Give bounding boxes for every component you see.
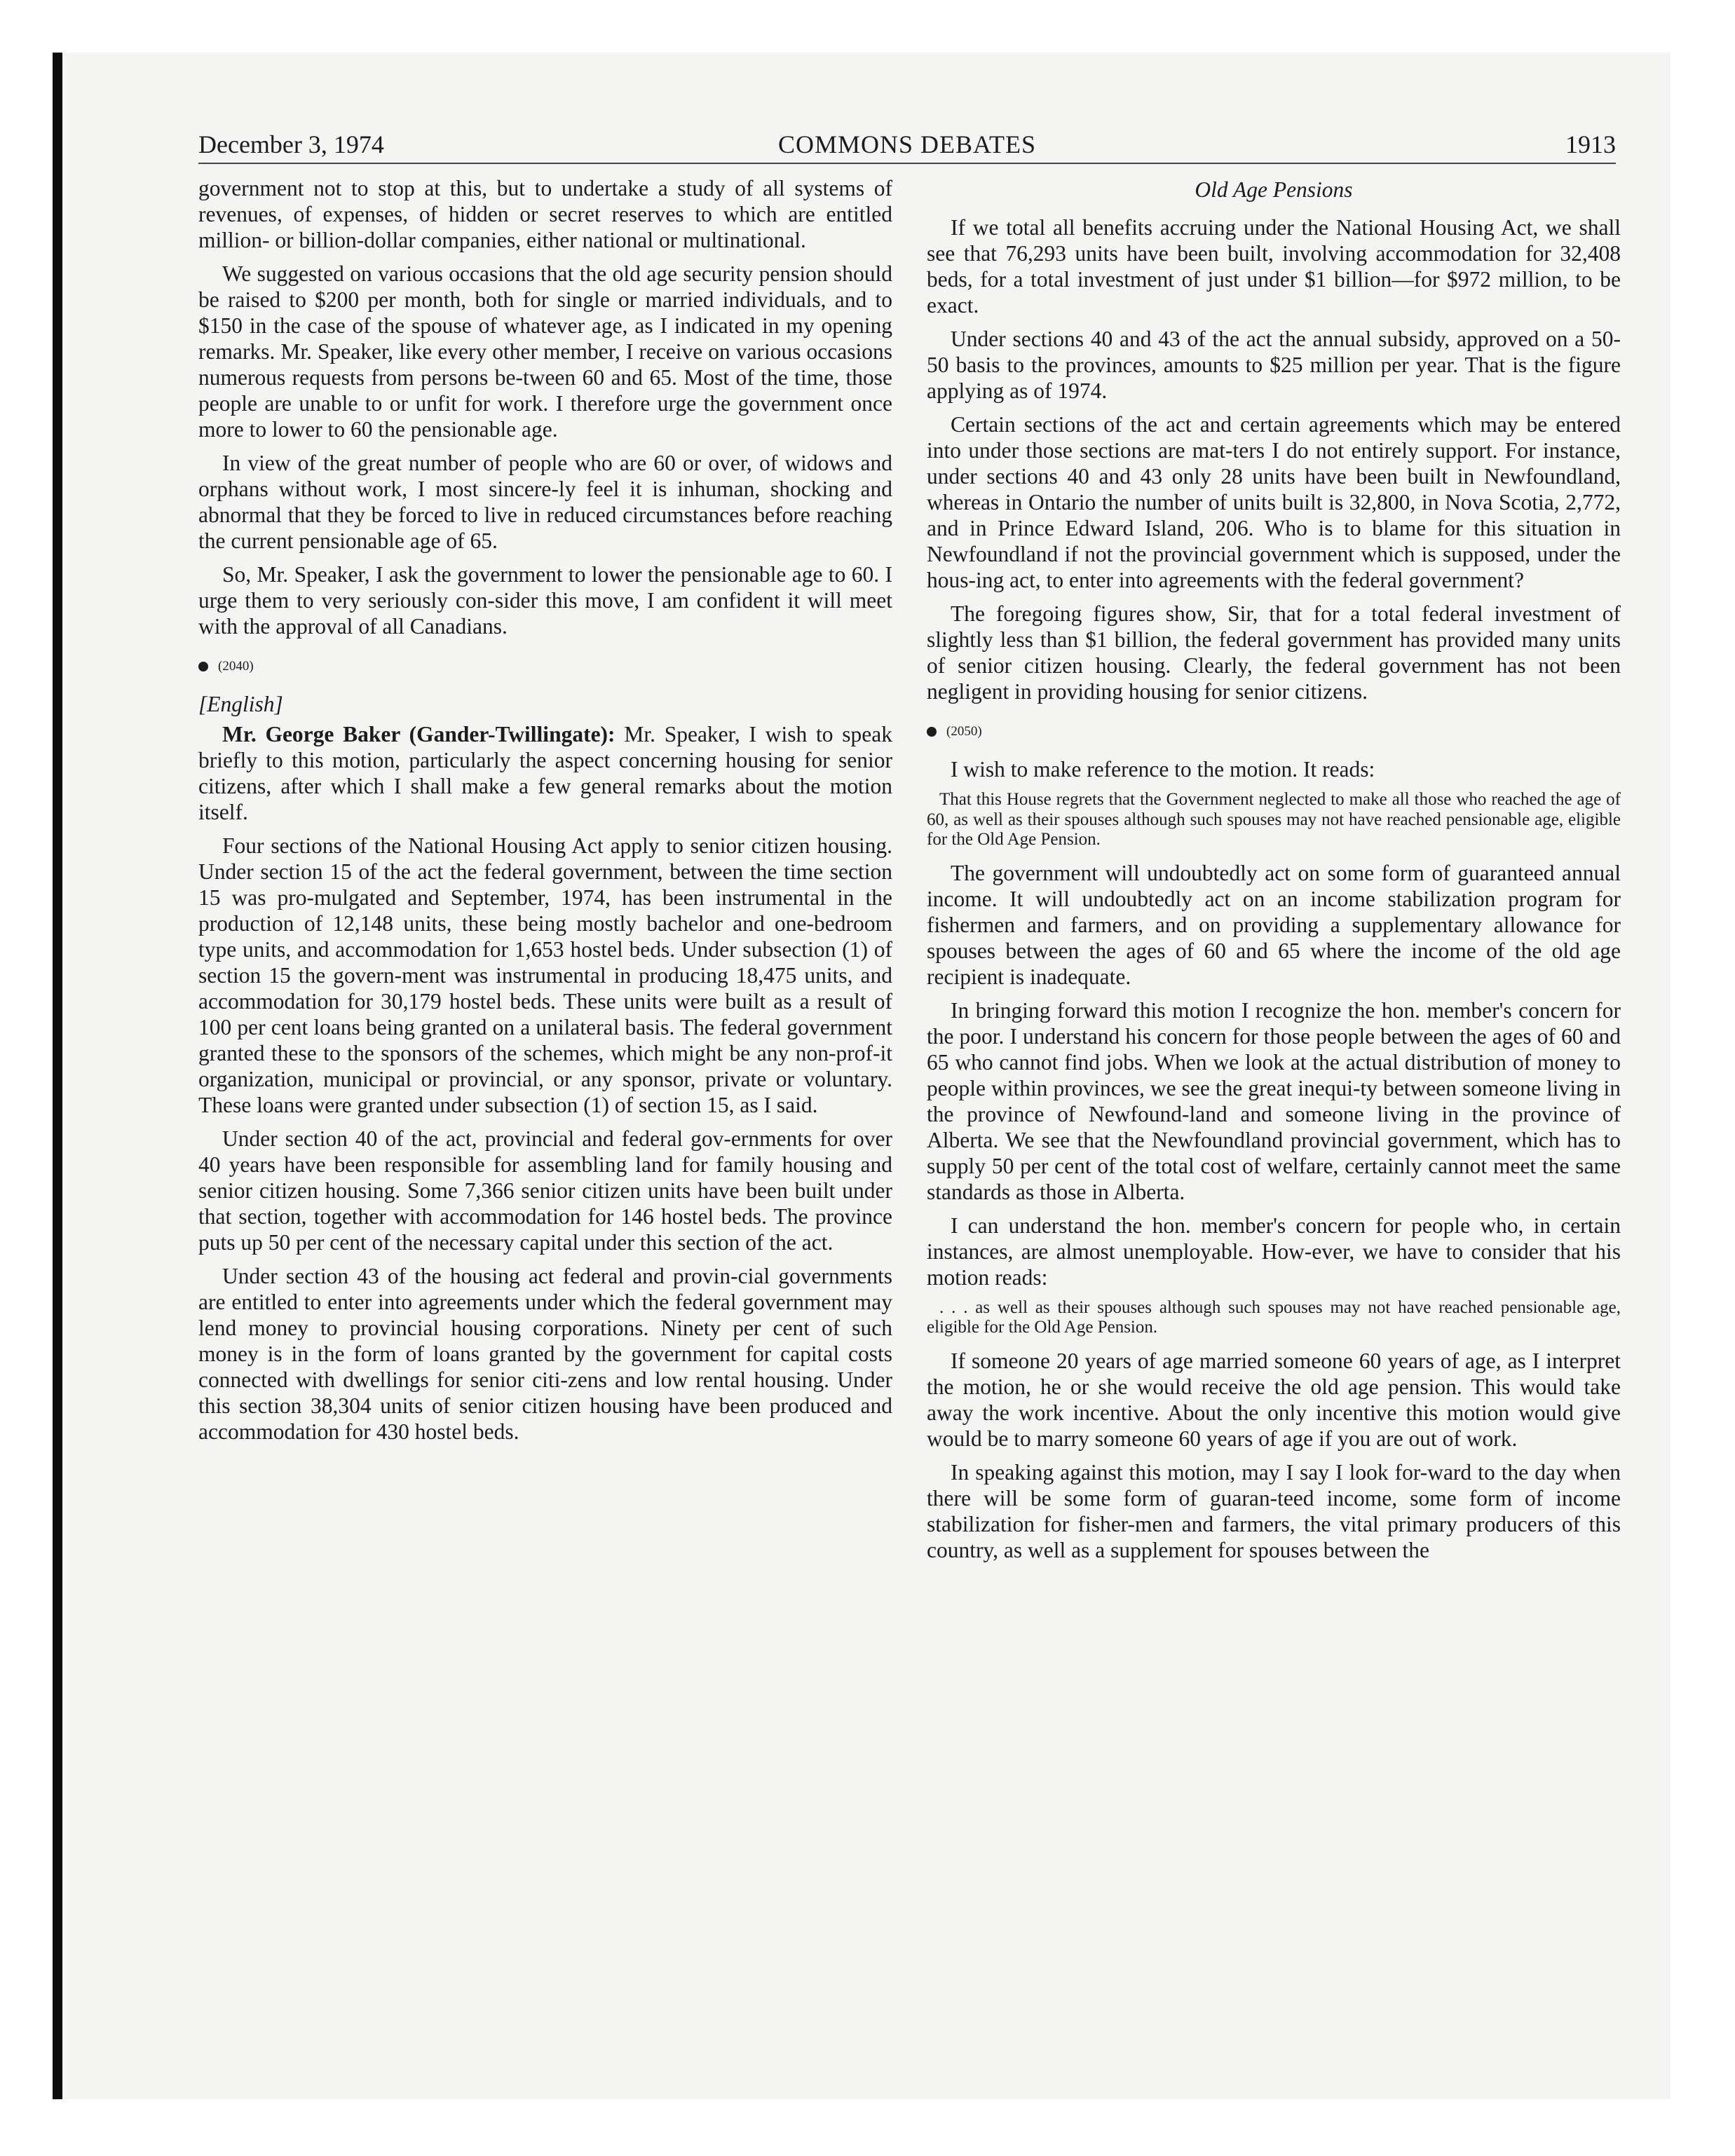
paragraph: Under section 40 of the act, provincial and federal gov-ernments for over 40 years have been responsible for assembling land for family housing and senior citizen housing. Some 7,366 senior citizen units have been built under that section, together with accommodation for 146 hostel beds. The province puts up 50 per cent of the necessary capital under this section of the act. — [198, 1126, 892, 1255]
paragraph: If we total all benefits accruing under the National Housing Act, we shall see that 76,293 units have been built, involving accommodation for 32,408 beds, for a total investment of just under $1 billion—for $972 million, to be exact. — [927, 215, 1621, 318]
paragraph: government not to stop at this, but to undertake a study of all systems of revenues, of expenses, of hidden or secret reserves to which are entitled million- or billion-dollar companies, either national or multinational. — [198, 176, 892, 252]
scan-edge — [53, 53, 62, 2099]
language-tag: [English] — [198, 692, 283, 716]
bullet-icon — [927, 727, 937, 737]
paragraph: So, Mr. Speaker, I ask the government to lower the pensionable age to 60. I urge them to very seriously con-sider this move, I am confident it will meet with the approval of all Canadians. — [198, 562, 892, 639]
paragraph: I can understand the hon. member's concern for people who, in certain instances, are almost unemployable. How-ever, we have to consider that his motion reads: — [927, 1213, 1621, 1290]
header-rule — [198, 163, 1616, 164]
time-marker-label: (2050) — [946, 724, 982, 739]
motion-quote: That this House regrets that the Government neglected to make all those who reached the age of 60, as well as their spouses although such spouses may not have reached pensionable age, eligible for the Old Age Pension. — [927, 790, 1621, 849]
time-marker — [198, 656, 892, 677]
publication-title: COMMONS DEBATES — [777, 130, 1037, 158]
paragraph: I wish to make reference to the motion. It reads: — [951, 757, 1375, 782]
left-column — [198, 175, 892, 1452]
right-column — [927, 175, 1621, 1571]
running-header — [198, 126, 1616, 163]
speech-text: Mr. Speaker, I wish to speak briefly to this motion, particularly the aspect concerning housing for senior citizens, after which I shall make a few general remarks about the motion itself. — [198, 722, 893, 824]
paragraph: In view of the great number of people who are 60 or over, of widows and orphans without work, I most sincere-ly feel it is inhuman, shocking and abnormal that they be forced to live in reduced circumstances before reaching the current pensionable age of 65. — [198, 451, 892, 553]
paragraph: Under sections 40 and 43 of the act the annual subsidy, approved on a 50-50 basis to the provinces, amounts to $25 million per year. That is the figure applying as of 1974. — [927, 327, 1621, 403]
paragraph: In speaking against this motion, may I say I look for-ward to the day when there will be some form of guaran-teed income, some form of income stabilization for fisher-men and farmers, the vital primary producers of this country, as well as a supplement for spouses between the — [927, 1459, 1621, 1562]
section-subheading: Old Age Pensions — [1195, 177, 1353, 202]
paragraph: If someone 20 years of age married someone 60 years of age, as I interpret the motion, he or she would receive the old age pension. This would take away the work incentive. About the only incentive this motion would give would be to marry someone 60 years of age if you are out of work. — [927, 1348, 1621, 1451]
header-date: December 3, 1974 — [198, 130, 384, 158]
motion-quote: . . . as well as their spouses although such spouses may not have reached pensionable age, eligible for the Old Age Pension. — [927, 1297, 1621, 1337]
paragraph: The foregoing figures show, Sir, that for a total federal investment of slightly less than $1 billion, the federal government has provided many units of senior citizen housing. Clearly, the federal government has not been negligent in providing housing for senior citizens. — [927, 601, 1621, 704]
paragraph: In bringing forward this motion I recognize the hon. member's concern for the poor. I understand his concern for those people between the ages of 60 and 65 who cannot find jobs. When we look at the actual distribution of money to people within provinces, we see the great inequi-ty between someone living in the province of Newfound-land and someone living in the province of Alberta. We see that the Newfoundland provincial government, which has to supply 50 per cent of the total cost of welfare, certainly cannot meet the same standards as those in Alberta. — [927, 997, 1621, 1204]
speaker-paragraph — [198, 721, 892, 825]
time-marker — [927, 721, 1621, 742]
paragraph: Certain sections of the act and certain agreements which may be entered into under those sections are mat-ters I do not entirely support. For instance, under sections 40 and 43 only 28 units have been built in Newfoundland, whereas in Ontario the number of units built is 32,800, in Nova Scotia, 2,772, and in Prince Edward Island, 206. Who is to blame for this situation in Newfoundland if not the provincial government which is supposed, under the hous-ing act, to enter into agreements with the federal government? — [927, 412, 1621, 592]
paragraph: Four sections of the National Housing Act apply to senior citizen housing. Under section 15 of the act the federal government, between the time section 15 was pro-mulgated and September, 1974, has been instrumental in the production of 12,148 units, these being mostly bachelor and one-bedroom type units, and accommodation for 1,653 hostel beds. Under subsection (1) of section 15 the govern-ment was instrumental in producing 18,475 units, and accommodation for 30,179 hostel beds. These units were built as a result of 100 per cent loans being granted on a unilateral basis. The federal government granted these to the sponsors of the schemes, which might be any non-prof-it organization, municipal or provincial, or any sponsor, private or voluntary. These loans were granted under subsection (1) of section 15, as I said. — [198, 833, 892, 1117]
page-number: 1913 — [1565, 130, 1616, 158]
paragraph: The government will undoubtedly act on some form of guaranteed annual income. It will undoubtedly act on an income stabilization program for fishermen and farmers, and on providing a supplementary allowance for spouses between the ages of 60 and 65 where the income of the old age recipient is inadequate. — [927, 860, 1621, 989]
paragraph: Under section 43 of the housing act federal and provin-cial governments are entitled to enter into agreements under which the federal government may lend money to provincial housing corporations. Ninety per cent of such money is in the form of loans granted by the government for capital costs connected with dwellings for senior citi-zens and low rental housing. Under this section 38,304 units of senior citizen housing have been produced and accommodation for 430 hostel beds. — [198, 1264, 892, 1444]
paragraph: We suggested on various occasions that the old age security pension should be raised to $200 per month, both for single or married individuals, and to $150 in the case of the spouse of whatever age, as I indicated in my opening remarks. Mr. Speaker, like every other member, I receive on various occasions numerous requests from persons be-tween 60 and 65. Most of the time, those people are unable to or unfit for work. I therefore urge the government once more to lower to 60 the pensionable age. — [198, 261, 892, 442]
time-marker-label: (2040) — [218, 659, 254, 674]
bullet-icon — [198, 662, 208, 671]
speaker-name: Mr. George Baker (Gander-Twillingate): — [222, 722, 615, 746]
